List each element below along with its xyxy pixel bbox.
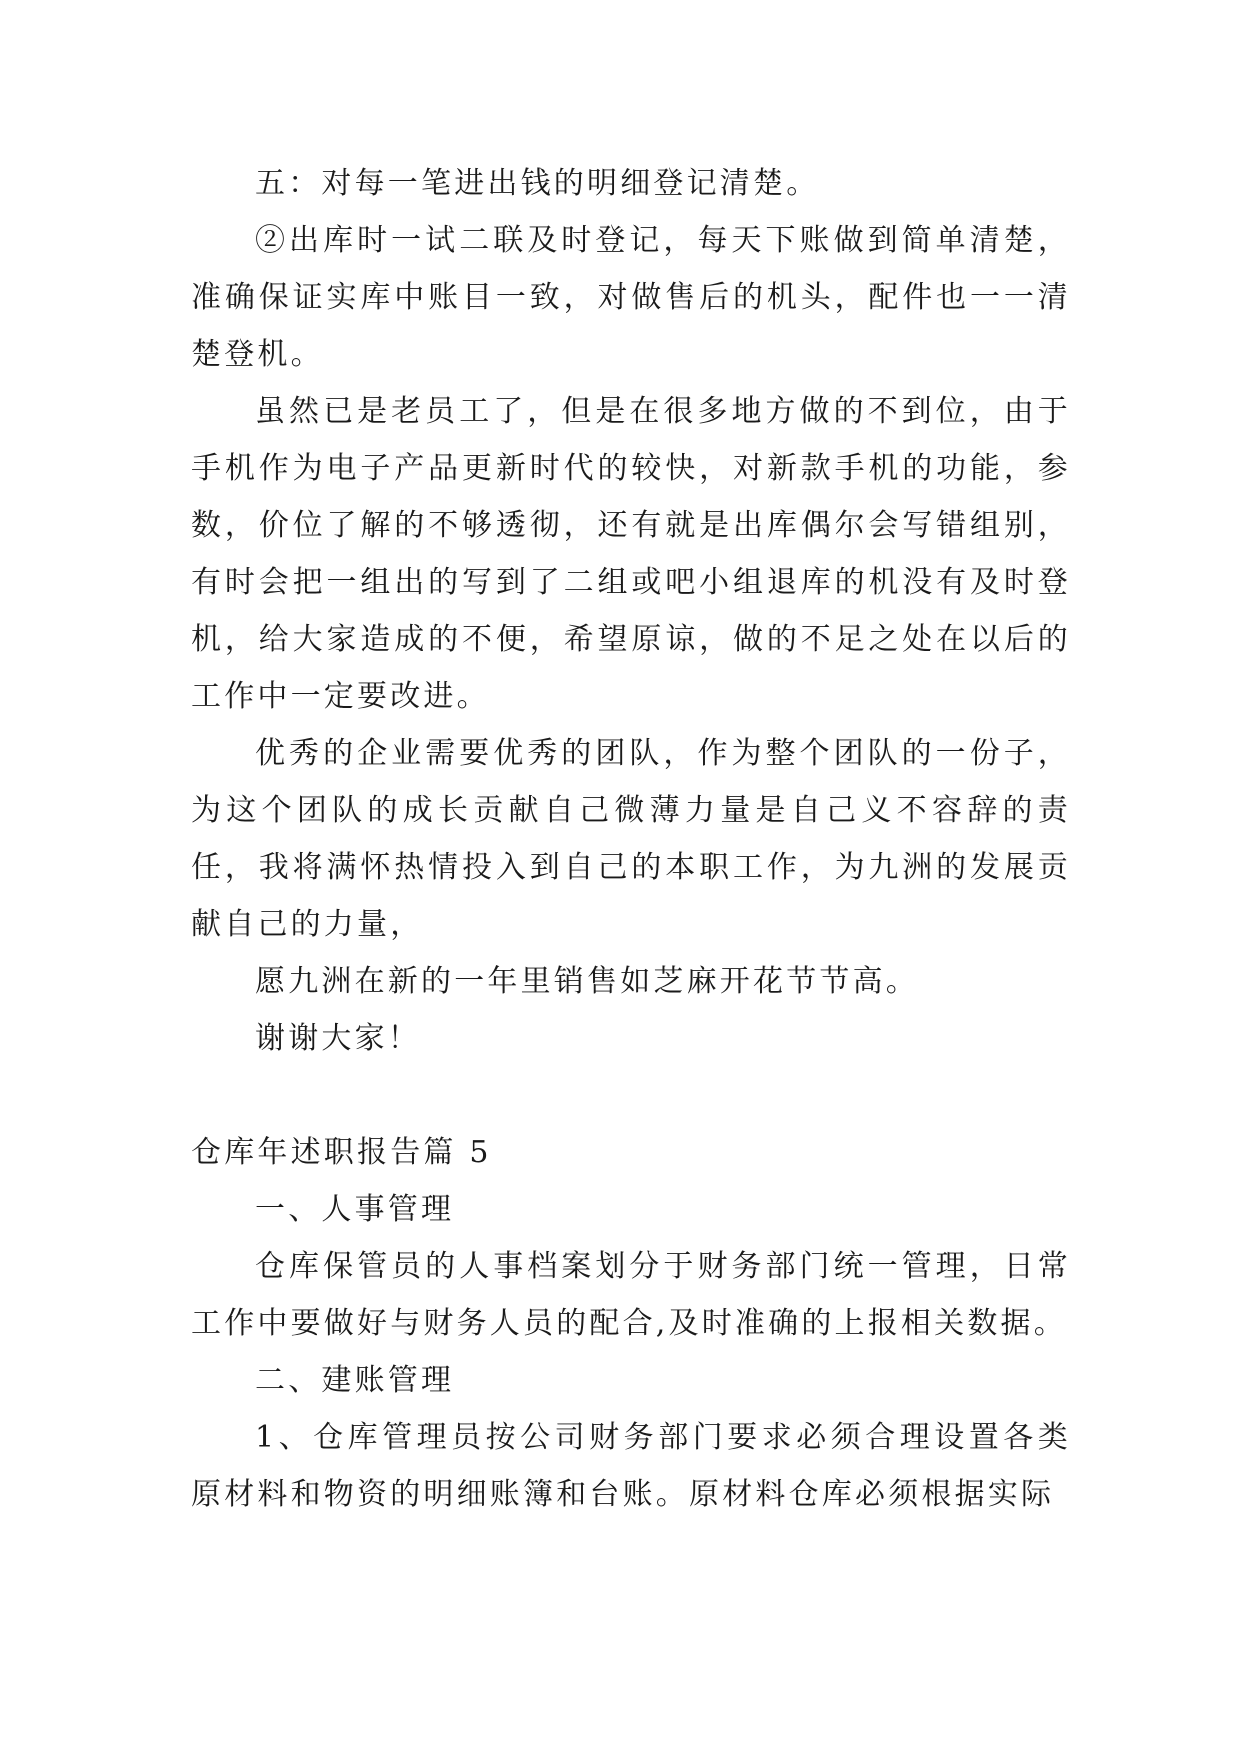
paragraph-account-setup: 1、仓库管理员按公司财务部门要求必须合理设置各类原材料和物资的明细账簿和台账。原材料仓库必须根据实际: [191, 1420, 1071, 1512]
paragraph-item-5: 五：对每一笔进出钱的明细登记清楚。: [255, 166, 820, 201]
subheading-account-management: 二、建账管理: [255, 1363, 455, 1398]
paragraph-team-contribution: 优秀的企业需要优秀的团队，作为整个团队的一份子，为这个团队的成长贡献自己微薄力量是自己义不容辞的责任，我将满怀热情投入到自己的本职工作，为九洲的发展贡献自己的力量，: [191, 736, 1071, 942]
paragraph-outbound-registration: ②出库时一试二联及时登记，每天下账做到简单清楚，准确保证实库中账目一致，对做售后的机头，配件也一一清楚登机。: [191, 223, 1071, 372]
document-body: [191, 155, 1071, 1523]
paragraph-wish: 愿九洲在新的一年里销售如芝麻开花节节高。: [255, 964, 919, 999]
paragraph-self-assessment: 虽然已是老员工了，但是在很多地方做的不到位，由于手机作为电子产品更新时代的较快，对新款手机的功能，参数，价位了解的不够透彻，还有就是出库偶尔会写错组别，有时会把一组出的写到了二组或吧小组退库的机没有及时登机，给大家造成的不便，希望原谅，做的不足之处在以后的工作中一定要改进。: [191, 394, 1071, 714]
subheading-personnel-management: 一、人事管理: [255, 1192, 455, 1227]
paragraph-thanks: 谢谢大家！: [255, 1021, 421, 1056]
paragraph-personnel-files: 仓库保管员的人事档案划分于财务部门统一管理，日常工作中要做好与财务人员的配合,及时准确的上报相关数据。: [191, 1249, 1071, 1341]
section-title: 仓库年述职报告篇 5: [191, 1135, 492, 1170]
